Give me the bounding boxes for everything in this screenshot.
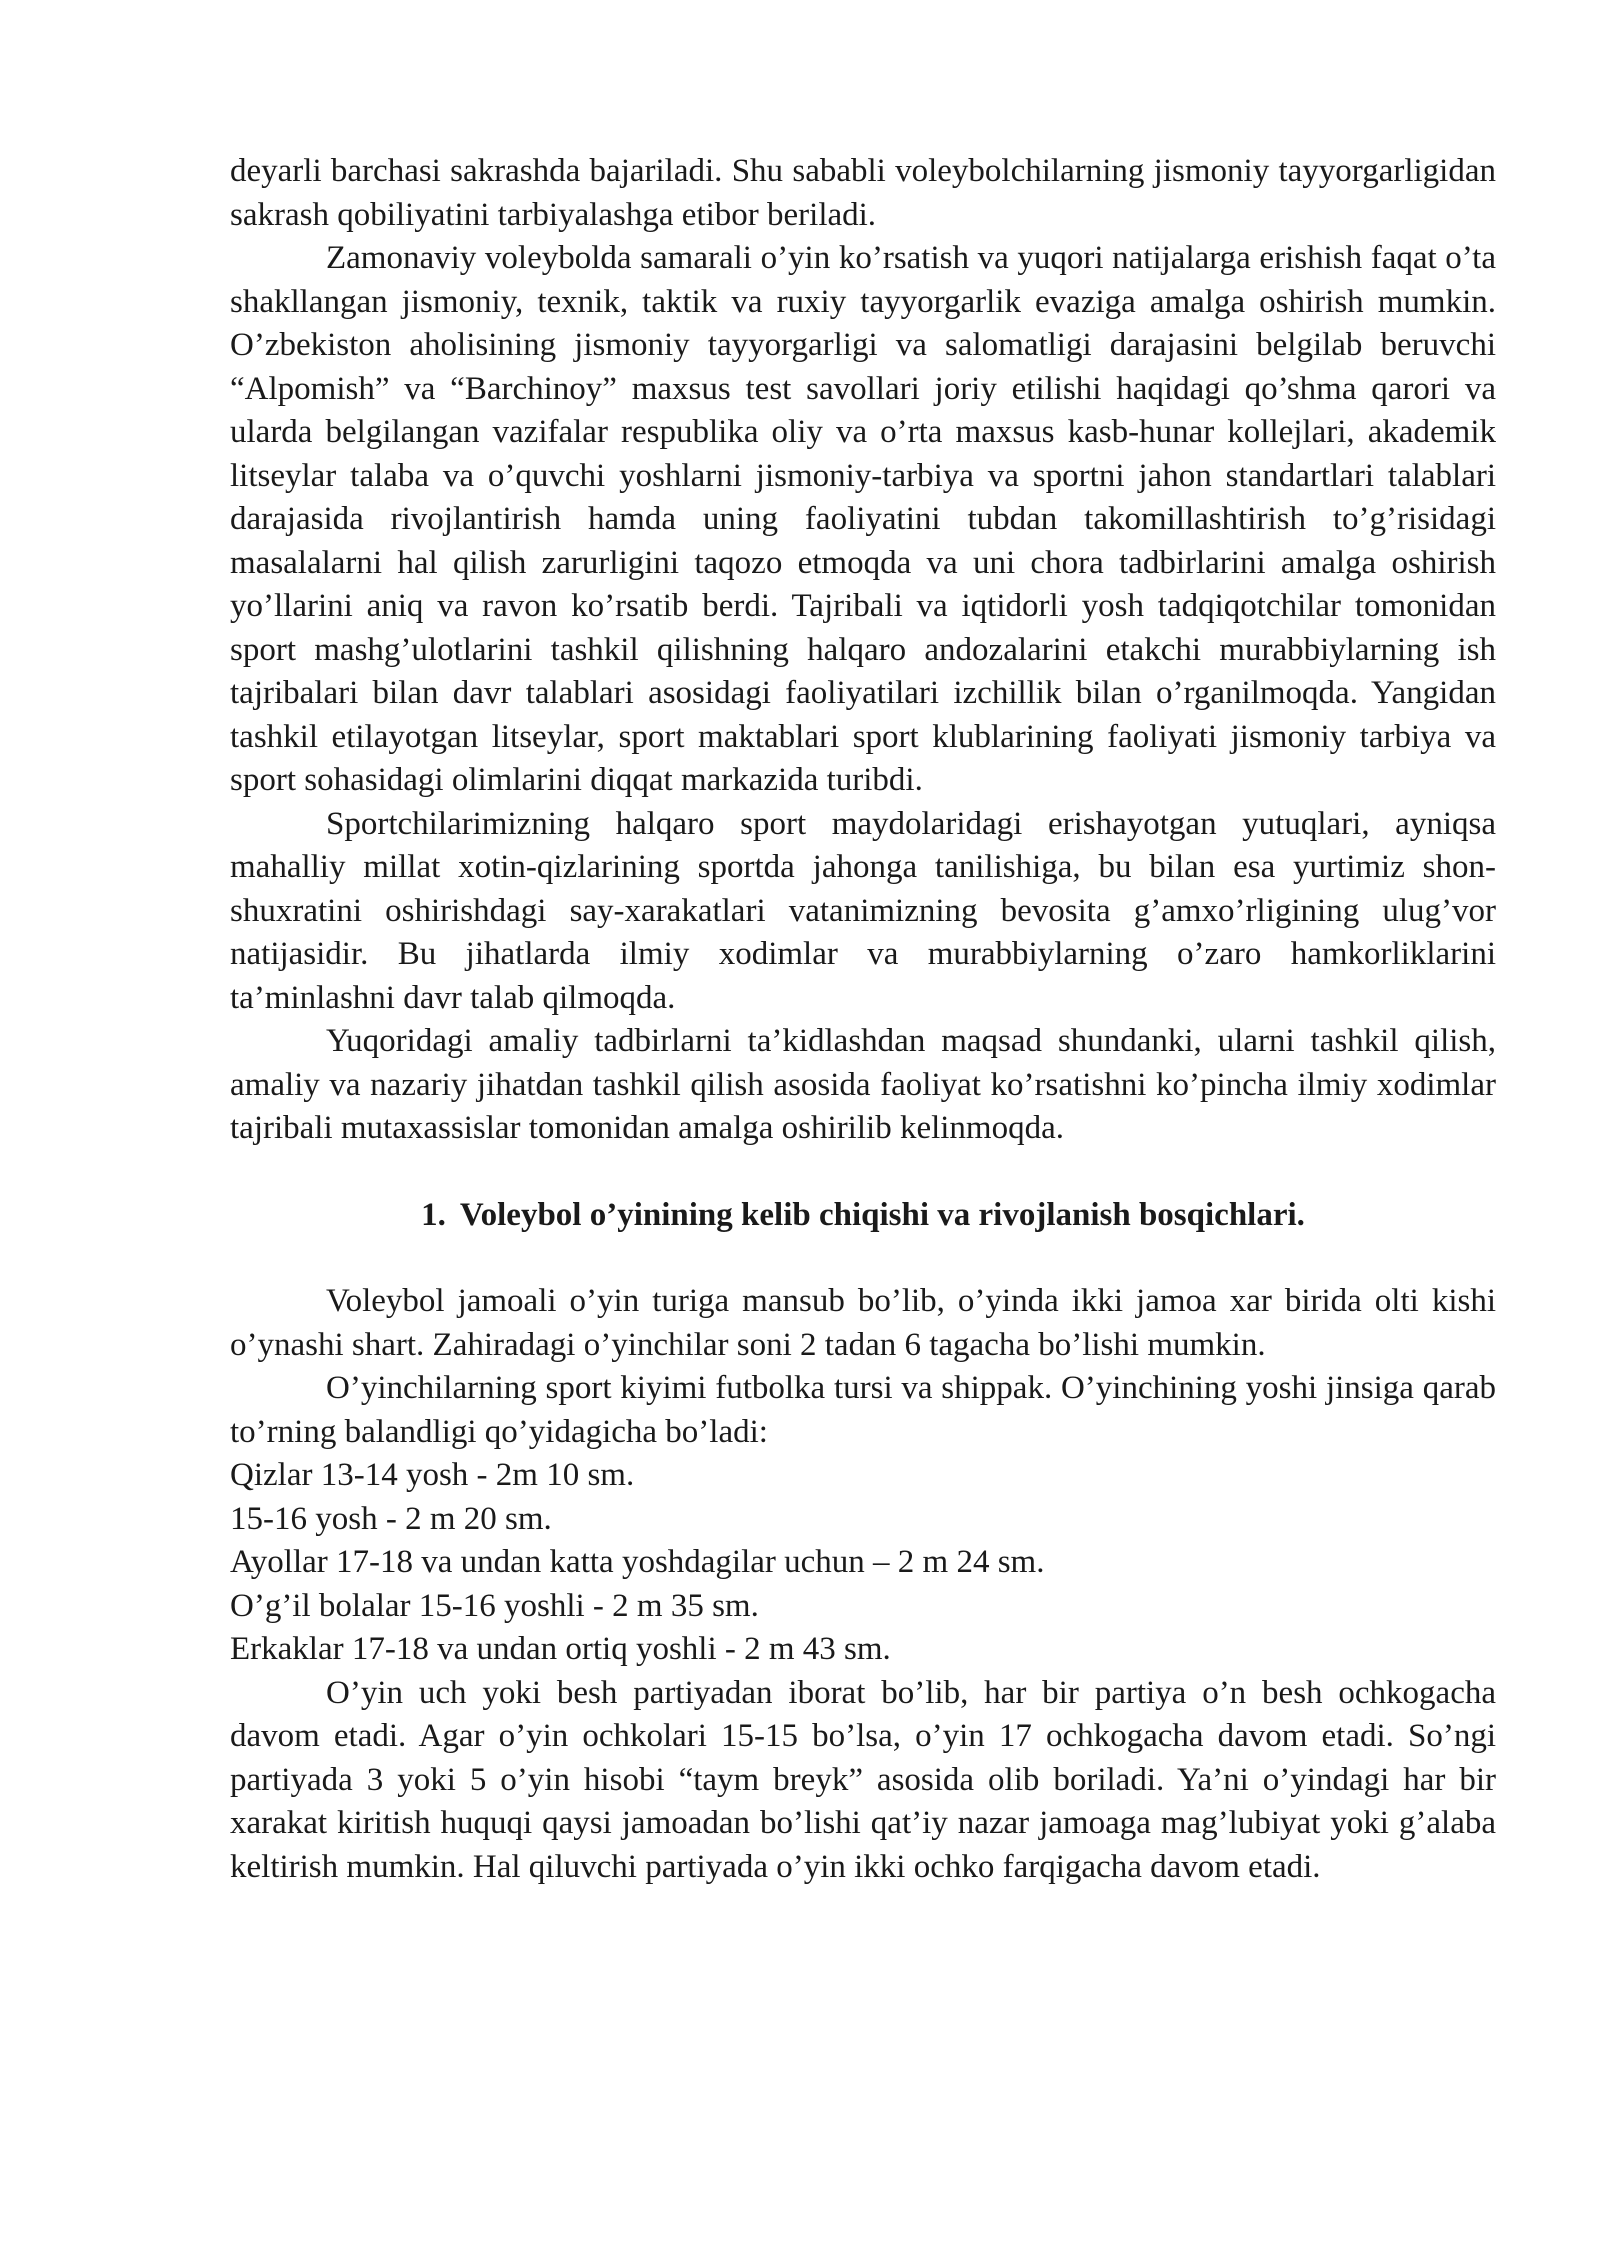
document-page [230, 150, 1496, 1889]
paragraph-game-description: Voleybol jamoali o’yin turiga mansub bo’lib, o’yinda ikki jamoa xar birida olti kishi o’ynashi shart. Zahiradagi o’yinchilar soni 2 tadan 6 tagacha bo’lishi mumkin. [230, 1283, 1496, 1363]
net-height-item: Ayollar 17-18 va undan katta yoshdagilar uchun – 2 m 24 sm. [230, 1544, 1045, 1580]
paragraph-practical-measures: Yuqoridagi amaliy tadbirlarni ta’kidlashdan maqsad shundanki, ularni tashkil qilish, amaliy va nazariy jihatdan tashkil qilish asosida faoliyat ko’rsatishni ko’pincha ilmiy xodimlar tajribali mutaxassislar tomonidan amalga oshirilib kelinmoqda. [230, 1023, 1496, 1146]
paragraph-sport-uniform: O’yinchilarning sport kiyimi futbolka tursi va shippak. O’yinchining yoshi jinsiga qarab to’rning balandligi qo’yidagicha bo’ladi: [230, 1370, 1496, 1450]
net-height-item: Erkaklar 17-18 va undan ortiq yoshli - 2 m 43 sm. [230, 1631, 891, 1667]
paragraph-scoring-rules: O’yin uch yoki besh partiyadan iborat bo’lib, har bir partiya o’n besh ochkogacha davom etadi. Agar o’yin ochkolari 15-15 bo’lsa, o’yin 17 ochkogacha davom etadi. So’ngi partiyada 3 yoki 5 o’yin hisobi “taym breyk” asosida olib boriladi. Ya’ni o’yindagi har bir xarakat kiritish huquqi qaysi jamoadan bo’lishi qat’iy nazar jamoaga mag’lubiyat yoki g’alaba keltirish mumkin. Hal qiluvchi partiyada o’yin ikki ochko farqigacha davom etadi. [230, 1674, 1496, 1885]
section-heading [230, 1194, 1496, 1238]
section-number: 1. [421, 1196, 446, 1233]
paragraph-continuation: deyarli barchasi sakrashda bajariladi. Shu sababli voleybolchilarning jismoniy tayyorgarligidan sakrash qobiliyatini tarbiyalashga etibor beriladi. [230, 153, 1496, 233]
section-title: Voleybol o’yinining kelib chiqishi va rivojlanish bosqichlari. [459, 1196, 1305, 1233]
net-height-item: O’g’il bolalar 15-16 yoshli - 2 m 35 sm. [230, 1587, 759, 1624]
net-height-list [230, 1454, 1496, 1672]
paragraph-achievements: Sportchilarimizning halqaro sport maydolaridagi erishayotgan yutuqlari, ayniqsa mahalliy millat xotin-qizlarining sportda jahonga tanilishiga, bu bilan esa yurtimiz shon-shuxratini oshirishdagi say-xarakatlari vatanimizning bevosita g’amxo’rligining ulug’vor natijasidir. Bu jihatlarda ilmiy xodimlar va murabbiylarning o’zaro hamkorliklarini ta’minlashni davr talab qilmoqda. [230, 805, 1496, 1016]
net-height-item: Qizlar 13-14 yosh - 2m 10 sm. [230, 1457, 635, 1493]
net-height-item: 15-16 yosh - 2 m 20 sm. [230, 1500, 552, 1537]
paragraph-modern-volleyball: Zamonaviy voleybolda samarali o’yin ko’rsatish va yuqori natijalarga erishish faqat o’ta shakllangan jismoniy, texnik, taktik va ruxiy tayyorgarlik evaziga amalga oshirish mumkin. O’zbekiston aholisining jismoniy tayyorgarligi va salomatligi darajasini belgilab beruvchi “Alpomish” va “Barchinoy” maxsus test savollari joriy etilishi haqidagi qo’shma qarori va ularda belgilangan vazifalar respublika oliy va o’rta maxsus kasb-hunar kollejlari, akademik litseylar talaba va o’quvchi yoshlarni jismoniy-tarbiya va sportni jahon standartlari talablari darajasida rivojlantirish hamda uning faoliyatini tubdan takomillashtirish to’g’risidagi masalalarni hal qilish zarurligini taqozo etmoqda va uni chora tadbirlarini amalga oshirish yo’llarini aniq va ravon ko’rsatib berdi. Tajribali va iqtidorli yosh tadqiqotchilar tomonidan sport mashg’ulotlarini tashkil qilishning halqaro andozalarini etakchi murabbiylarning ish tajribalari bilan davr talablari asosidagi faoliyatilari izchillik bilan o’rganilmoqda. Yangidan tashkil etilayotgan litseylar, sport maktablari sport klublarining faoliyati jismoniy tarbiya va sport sohasidagi olimlarini diqqat markazida turibdi. [230, 240, 1496, 798]
